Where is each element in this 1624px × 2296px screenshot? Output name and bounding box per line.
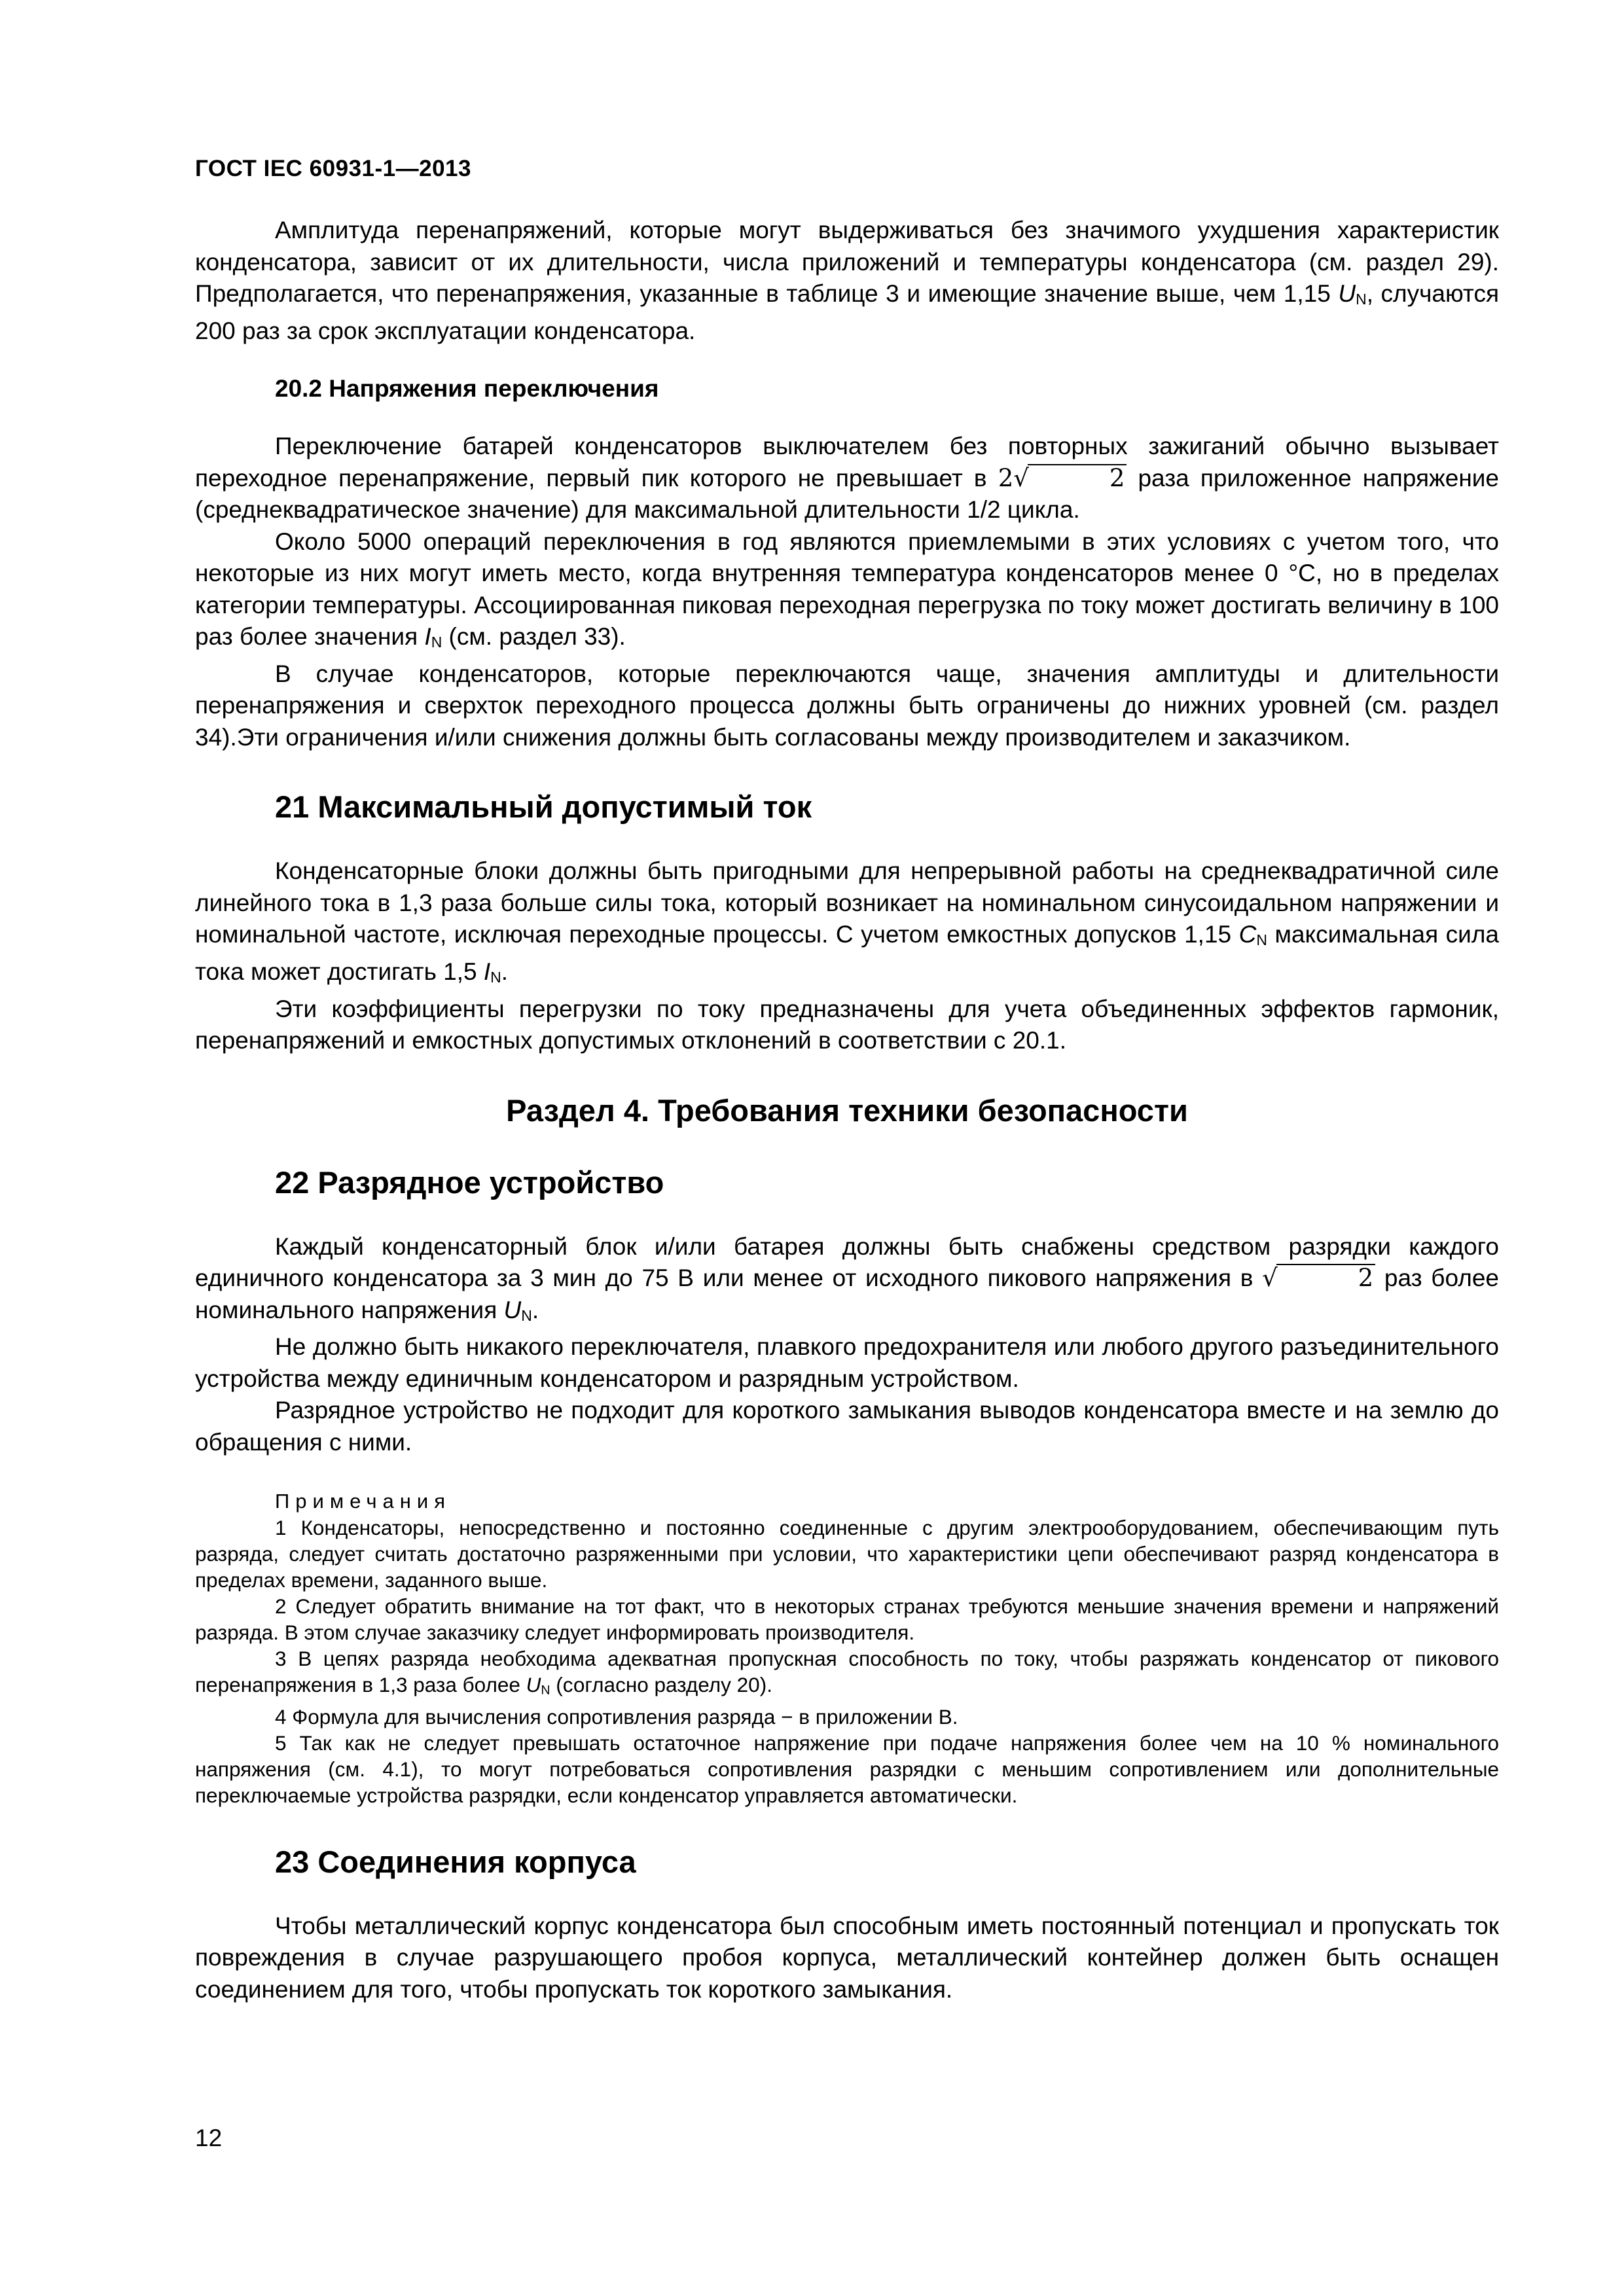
paragraph-20-2-2: Около 5000 операций переключения в год являются приемлемыми в этих условиях с учетом того, что некоторые из них могут иметь место, когда внутренняя температура конденсаторов менее 0 °С, но в пределах категории температуры. Ассоциированная пиковая переходная перегрузка по току может достигать величину в 100 раз более значения IN (см. раздел 33). — [195, 528, 1499, 651]
paragraph-22-1: Каждый конденсаторный блок и/или батарея должны быть снабжены средством разрядки каждого единичного конденсатора за 3 мин до 75 В или менее от исходного пикового напряжения в √ 2 раз более номинального напряжения UN. — [195, 1232, 1499, 1324]
document-header: ГОСТ IEC 60931-1—2013 — [195, 156, 471, 181]
document-page — [195, 0, 1499, 2296]
note-4: 4 Формула для вычисления сопротивления разряда − в приложении В. — [275, 1704, 958, 1729]
paragraph-21-1: Конденсаторные блоки должны быть пригодными для непрерывной работы на среднеквадратичной силе линейного тока в 1,3 раза больше силы тока, который возникает на номинальном синусоидальном напряжении и номинальной частоте, исключая переходные процессы. С учетом емкостных допусков 1,15 CN максимальная сила тока может достигать 1,5 IN. — [195, 857, 1500, 986]
paragraph-21-2: Эти коэффициенты перегрузки по току предназначены для учета объединенных эффектов гармоник, перенапряжений и емкостных допустимых отклонений в соответствии с 20.1. — [195, 995, 1499, 1054]
notes-title: Примечания — [275, 1490, 451, 1513]
paragraph-22-3: Разрядное устройство не подходит для короткого замыкания выводов конденсатора вместе и на землю до обращения с ними. — [195, 1397, 1499, 1456]
page-number: 12 — [195, 2125, 223, 2151]
paragraph-23-1: Чтобы металлический корпус конденсатора был способным иметь постоянный потенциал и пропускать ток повреждения в случае разрушающего пробоя корпуса, металлический контейнер должен быть оснащен соединением для того, чтобы пропускать ток короткого замыкания. — [195, 1912, 1499, 2003]
intro-paragraph: Амплитуда перенапряжений, которые могут выдерживаться без значимого ухудшения характеристик конденсатора, зависит от их длительности, числа приложений и температуры конденсатора (см. раздел 29). Предполагается, что перенапряжения, указанные в таблице 3 и имеющие значение выше, чем 1,15 UN, случаются 200 раз за срок эксплуатации конденсатора. — [195, 217, 1499, 344]
note-1: 1 Конденсаторы, непосредственно и постоянно соединенные с другим электрооборудованием, обеспечивающим путь разряда, следует считать достаточно разряженными при условии, что характеристики цепи обеспечивают разряд конденсатора в пределах времени, заданного выше. — [195, 1516, 1499, 1592]
section-title-21: 21 Максимальный допустимый ток — [275, 789, 812, 825]
formula-sqrt-2: √ 2 — [1262, 1264, 1375, 1292]
formula-2-sqrt-2: 2√ 2 — [998, 464, 1127, 492]
document-body — [195, 215, 1499, 2005]
paragraph-22-2: Не должно быть никакого переключателя, плавкого предохранителя или любого другого разъединительного устройства между единичным конденсатором и разрядным устройством. — [195, 1333, 1499, 1392]
subsection-title-20-2: 20.2 Напряжения переключения — [275, 375, 659, 403]
note-2: 2 Следует обратить внимание на тот факт, что в некоторых странах требуются меньшие значения времени и напряжений разряда. В этом случае заказчику следует информировать производителя. — [195, 1594, 1499, 1645]
notes-block — [195, 1488, 1499, 1808]
part-title-section-4: Раздел 4. Требования техники безопасности — [506, 1092, 1188, 1128]
note-3: 3 В цепях разряда необходима адекватная пропускная способность по току, чтобы разряжать конденсатор от пикового перенапряжения в 1,3 раза более UN (согласно разделу 20). — [195, 1647, 1499, 1698]
paragraph-20-2-1: Переключение батарей конденсаторов выключателем без повторных зажиганий обычно вызывает переходное перенапряжение, первый пик которого не превышает в 2√ 2 раза приложенное напряжение (среднеквадратическое значение) для максимальной длительности 1/2 цикла. — [195, 433, 1500, 524]
note-5: 5 Так как не следует превышать остаточное напряжение при подаче напряжения более чем на 10 % номинального напряжения (см. 4.1), то могут потребоваться сопротивления разрядки с меньшим сопротивлением или дополнительные переключаемые устройства разрядки, если конденсатор управляется автоматически. — [195, 1731, 1499, 1807]
section-title-22: 22 Разрядное устройство — [275, 1164, 664, 1200]
paragraph-20-2-3: В случае конденсаторов, которые переключаются чаще, значения амплитуды и длительности перенапряжения и сверхток переходного процесса должны быть ограничены до нижних уровней (см. раздел 34).Эти ограничения и/или снижения должны быть согласованы между производителем и заказчиком. — [195, 660, 1499, 751]
section-title-23: 23 Соединения корпуса — [275, 1844, 636, 1879]
